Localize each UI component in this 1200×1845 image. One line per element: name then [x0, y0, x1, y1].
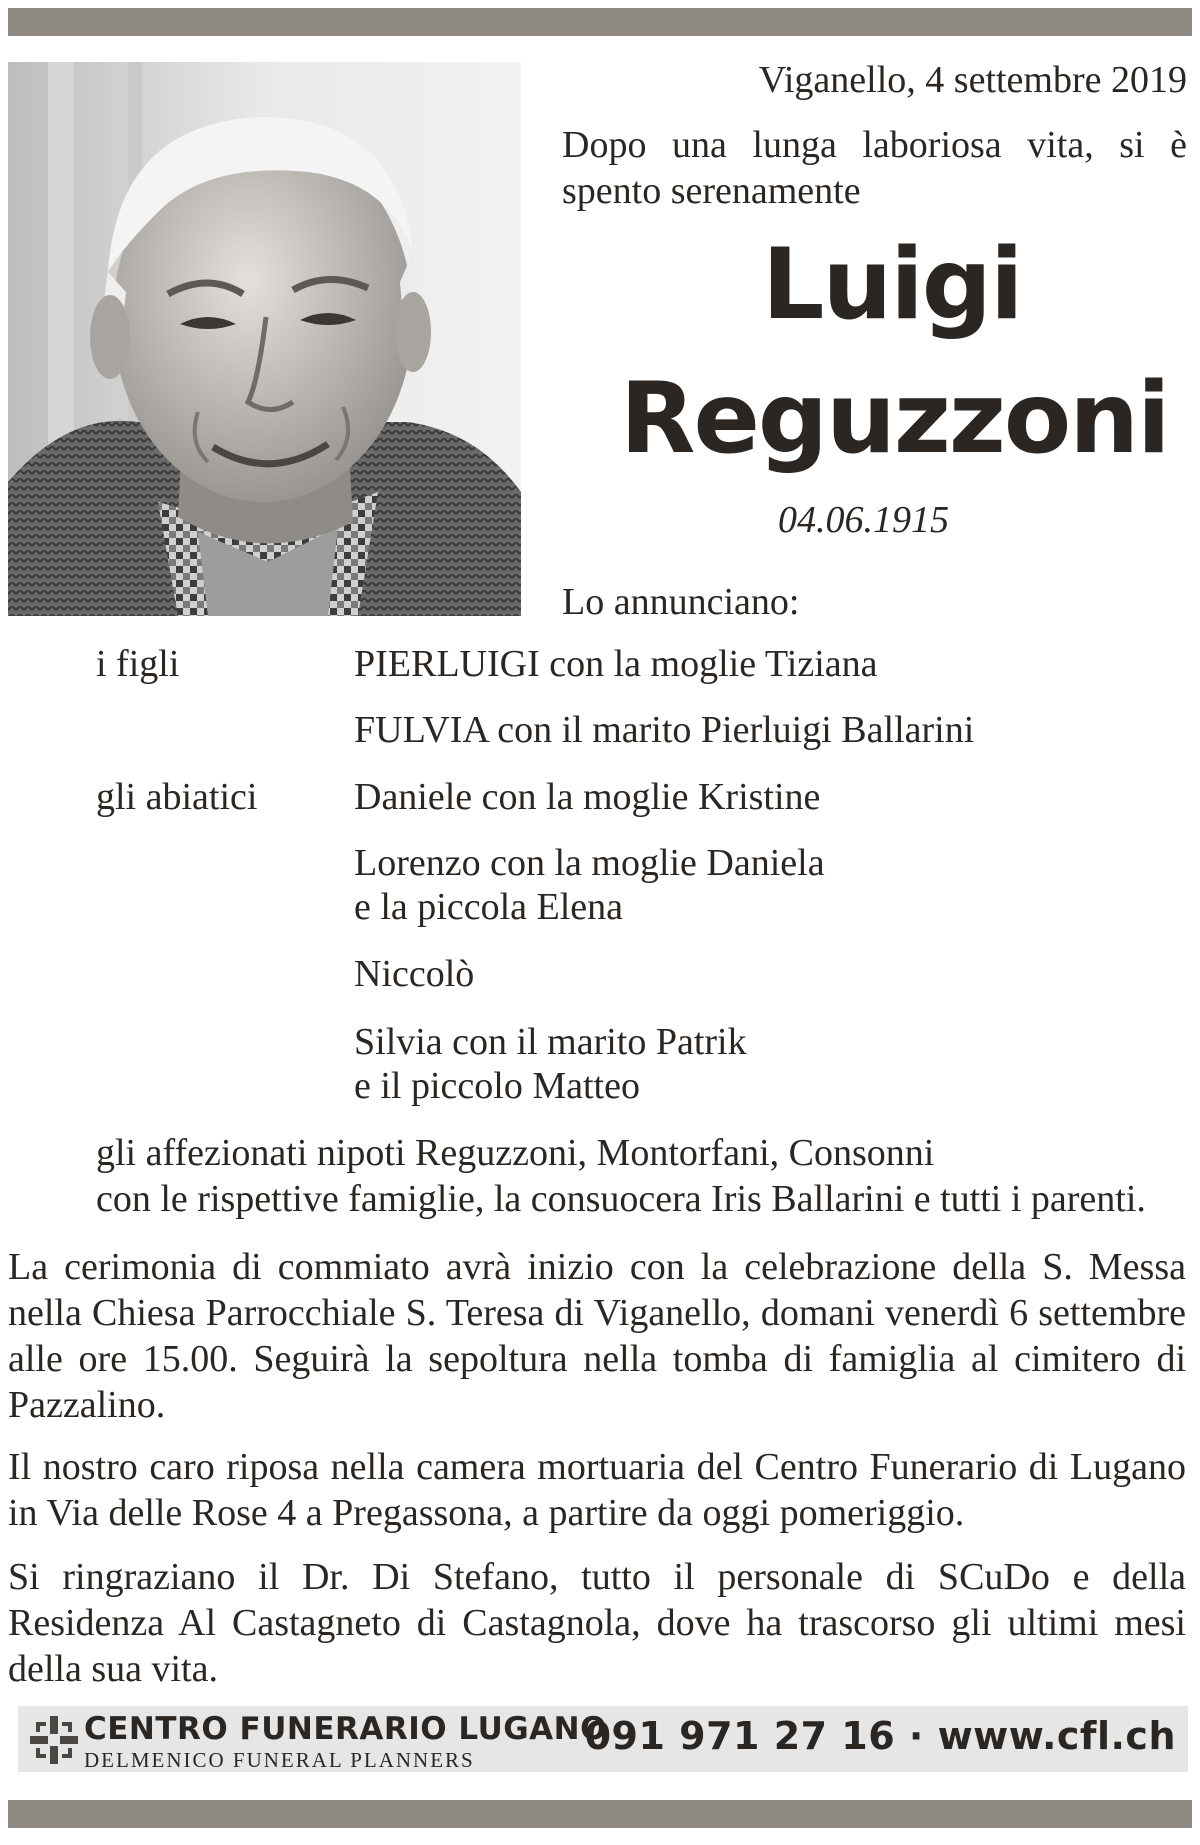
- ceremony-paragraph: La cerimonia di commiato avrà inizio con la celebrazione della S. Messa nella Chiesa Parrocchiale S. Teresa di Viganello, domani venerdì 6 settembre alle ore 15.00. Seguirà la sepoltura nella tomba di famiglia al cimitero di Pazzalino.: [8, 1246, 1186, 1426]
- funeral-home-footer: [18, 1706, 1188, 1772]
- announcement-heading: Lo annunciano:: [562, 581, 800, 623]
- family-entry: Silvia con il marito Patrik e il piccolo Matteo: [354, 1021, 747, 1107]
- thanks-paragraph: Si ringraziano il Dr. Di Stefano, tutto il personale di SCuDo e della Residenza Al Castagneto di Castagnola, dove ha trascorso gli ultimi mesi della sua vita.: [8, 1556, 1186, 1690]
- funeral-home-name: CENTRO FUNERARIO LUGANO: [84, 1711, 607, 1747]
- family-entry: FULVIA con il marito Pierluigi Ballarini: [354, 709, 975, 751]
- bottom-border-bar: [8, 1800, 1192, 1828]
- place-and-date: Viganello, 4 settembre 2019: [758, 59, 1187, 101]
- family-entry: Daniele con la moglie Kristine: [354, 776, 821, 818]
- group-label-children: i figli: [96, 643, 180, 685]
- viewing-paragraph: Il nostro caro riposa nella camera mortuaria del Centro Funerario di Lugano in Via delle Rose 4 a Pregassona, a partire da oggi pomeriggio.: [8, 1446, 1186, 1534]
- deceased-first-name: Luigi: [762, 228, 1022, 342]
- portrait-illustration: [8, 62, 521, 616]
- family-entry: PIERLUIGI con la moglie Tiziana: [354, 643, 878, 685]
- family-entry: Lorenzo con la moglie Daniela e la piccola Elena: [354, 842, 825, 928]
- contact-info: 091 971 27 16 · www.cfl.ch: [584, 1714, 1176, 1758]
- deceased-last-name: Reguzzoni: [620, 362, 1169, 476]
- group-label-grandchildren: gli abiatici: [96, 776, 258, 818]
- birth-date: 04.06.1915: [778, 499, 949, 541]
- funeral-home-subtitle: DELMENICO FUNERAL PLANNERS: [84, 1748, 475, 1772]
- intro-text: Dopo una lunga laboriosa vita, si è spento serenamente: [562, 124, 1187, 212]
- relatives-text: gli affezionati nipoti Reguzzoni, Montorfani, Consonni con le rispettive famiglie, la consuocera Iris Ballarini e tutti i parenti.: [96, 1132, 1146, 1220]
- funeral-home-logo-icon: [28, 1714, 80, 1766]
- family-entry: Niccolò: [354, 953, 475, 995]
- top-border-bar: [8, 8, 1192, 36]
- portrait-photo: [8, 62, 521, 616]
